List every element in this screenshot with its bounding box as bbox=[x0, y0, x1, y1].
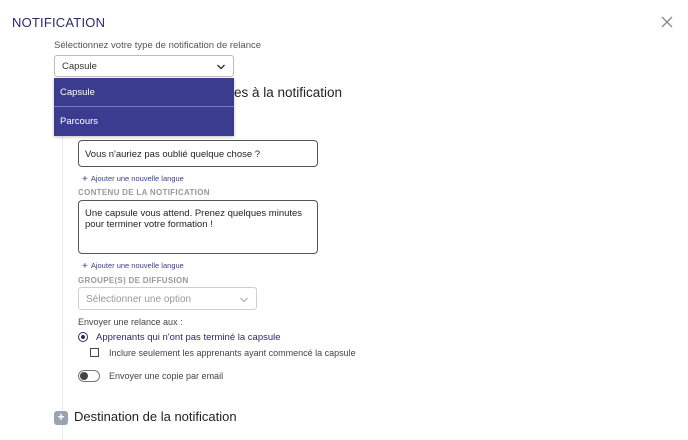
notification-title-input[interactable]: Vous n'auriez pas oublié quelque chose ? bbox=[78, 140, 318, 167]
plus-icon: + bbox=[57, 410, 65, 424]
toggle-knob bbox=[80, 372, 88, 380]
add-language-label: Ajouter une nouvelle langue bbox=[90, 174, 184, 183]
dropdown-option-capsule[interactable]: Capsule bbox=[54, 78, 234, 107]
chevron-down-icon bbox=[239, 295, 249, 305]
groups-select[interactable] bbox=[78, 287, 257, 310]
add-language-label: Ajouter une nouvelle langue bbox=[90, 261, 184, 270]
reminder-checkbox[interactable] bbox=[90, 348, 99, 357]
dropdown-option-parcours[interactable]: Parcours bbox=[60, 116, 99, 127]
type-select-dropdown bbox=[54, 78, 234, 136]
email-copy-label: Envoyer une copie par email bbox=[109, 371, 224, 381]
add-language-link-content[interactable] bbox=[82, 261, 184, 272]
destination-section-title[interactable]: Destination de la notification bbox=[74, 409, 237, 424]
reminder-radio[interactable] bbox=[78, 332, 88, 342]
type-select-label: Sélectionnez votre type de notification de relance bbox=[54, 40, 262, 51]
groups-field-label: GROUPE(S) DE DIFFUSION bbox=[78, 276, 189, 285]
content-field-label: CONTENU DE LA NOTIFICATION bbox=[78, 188, 210, 197]
email-copy-toggle[interactable] bbox=[78, 370, 100, 382]
groups-select-placeholder: Sélectionner une option bbox=[86, 294, 192, 305]
reminder-label: Envoyer une relance aux : bbox=[78, 317, 183, 327]
reminder-checkbox-label[interactable]: Inclure seulement les apprenants ayant commencé la capsule bbox=[109, 348, 356, 358]
page-title: NOTIFICATION bbox=[12, 15, 106, 30]
section-content-title: es à la notification bbox=[234, 85, 343, 100]
type-select[interactable] bbox=[54, 55, 234, 77]
plus-icon: + bbox=[82, 174, 88, 185]
add-language-link-title[interactable] bbox=[82, 174, 184, 185]
radio-dot bbox=[81, 335, 85, 339]
notification-content-textarea[interactable]: Une capsule vous attend. Prenez quelques minutes pour terminer votre formation ! bbox=[78, 200, 318, 254]
close-icon[interactable] bbox=[660, 15, 674, 29]
plus-icon: + bbox=[82, 261, 88, 272]
chevron-down-icon bbox=[216, 62, 226, 72]
expand-destination-button[interactable] bbox=[54, 411, 68, 425]
type-select-value: Capsule bbox=[62, 61, 97, 72]
reminder-radio-label[interactable]: Apprenants qui n'ont pas terminé la capsule bbox=[96, 332, 281, 343]
